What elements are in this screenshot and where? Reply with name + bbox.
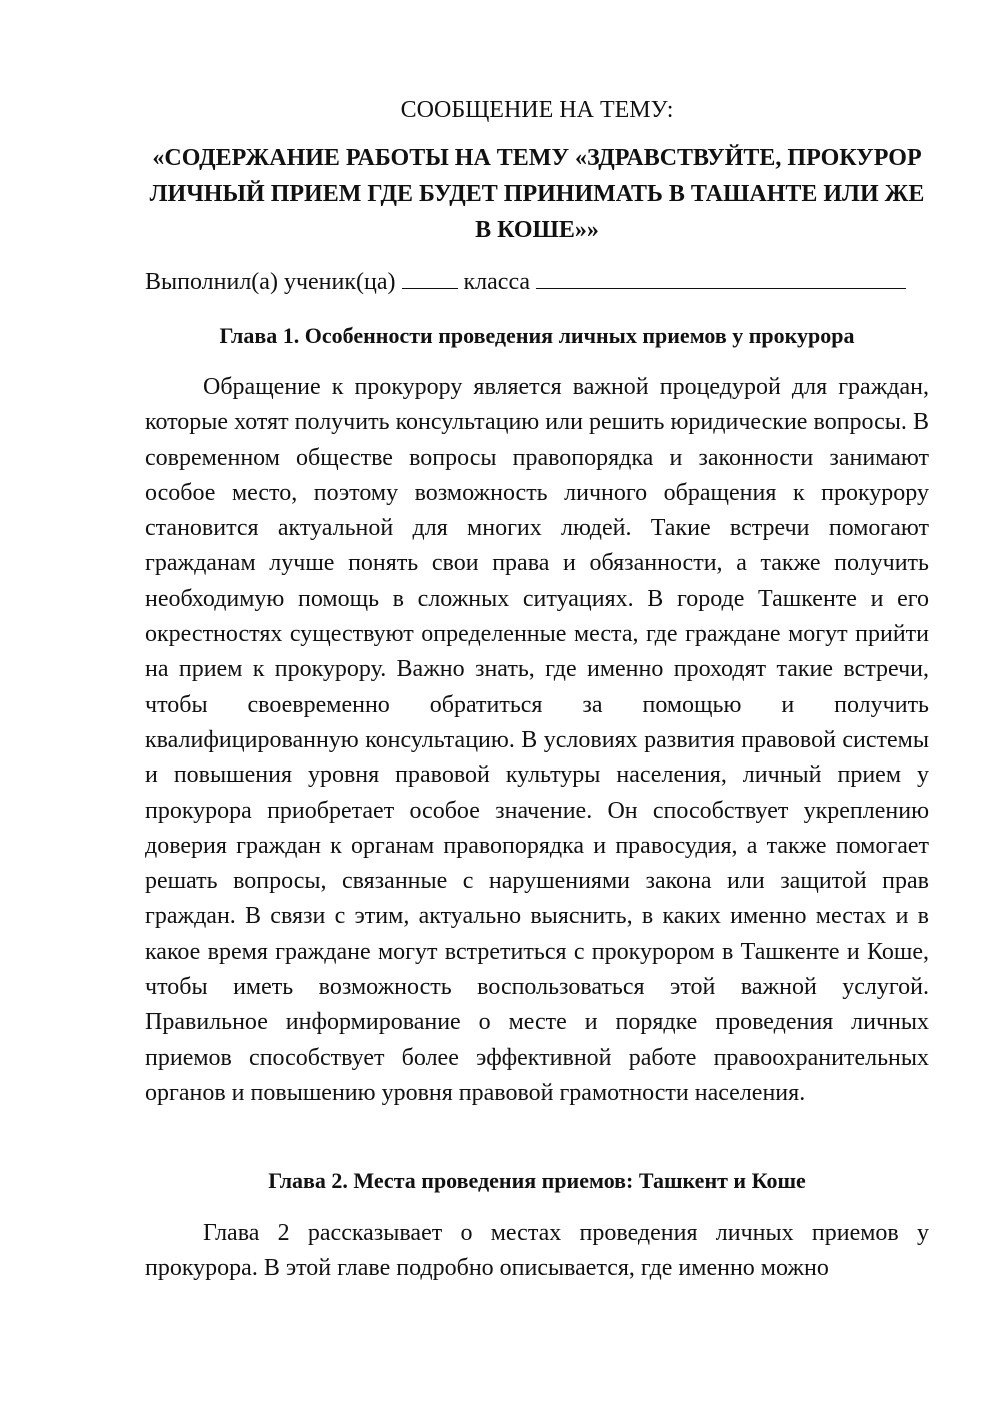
chapter-1-paragraph: Обращение к прокурору является важной процедурой для граждан, которые хотят получить консультацию или решить юридические вопросы. В современном обществе вопросы правопорядка и законности занимают особое место, поэтому возможность личного обращения к прокурору становится актуальной для многих людей. Такие встречи помогают гражданам лучше понять свои права и обязанности, а также получить необходимую помощь в сложных ситуациях. В городе Ташкенте и его окрестностях существуют определенные места, где граждане могут прийти на прием к прокурору. Важно знать, где именно проходят такие встречи, чтобы своевременно обратиться за помощью и получить квалифицированную консультацию. В условиях развития правовой системы и повышения уровня правовой культуры населения, личный прием у прокурора приобретает особое значение. Он способствует укреплению доверия граждан к органам правопорядка и правосудия, а также помогает решать вопросы, связанные с нарушениями закона или защитой прав граждан. В связи с этим, актуально выяснить, в каких именно местах и в какое время граждане могут встретиться с прокурором в Ташкенте и Коше, чтобы иметь возможность воспользоваться этой важной услугой. Правильное информирование о месте и порядке проведения личных приемов способствует более эффективной работе правоохранительных органов и повышению уровня правовой грамотности населения. xyxy=(145,374,929,1106)
document-page xyxy=(145,0,929,1414)
chapter-1-heading: Глава 1. Особенности проведения личных приемов у прокурора xyxy=(219,323,855,348)
chapter-2-paragraph: Глава 2 рассказывает о местах проведения личных приемов у прокурора. В этой главе подробно описывается, где именно можно xyxy=(145,1220,929,1282)
author-label: Выполнил(а) ученик(ца) xyxy=(145,269,396,295)
chapter-2-heading: Глава 2. Места проведения приемов: Ташкент и Коше xyxy=(268,1168,806,1193)
author-line xyxy=(145,264,929,300)
student-name-blank xyxy=(536,264,906,289)
document-kicker: СООБЩЕНИЕ НА ТЕМУ: xyxy=(400,97,674,123)
class-label: класса xyxy=(463,269,531,295)
document-title: «СОДЕРЖАНИЕ РАБОТЫ НА ТЕМУ «ЗДРАВСТВУЙТЕ, ПРОКУРОР ЛИЧНЫЙ ПРИЕМ ГДЕ БУДЕТ ПРИНИМАТЬ В ТАШАНТЕ ИЛИ ЖЕ В КОШЕ»» xyxy=(149,145,925,243)
class-number-blank xyxy=(402,264,458,289)
